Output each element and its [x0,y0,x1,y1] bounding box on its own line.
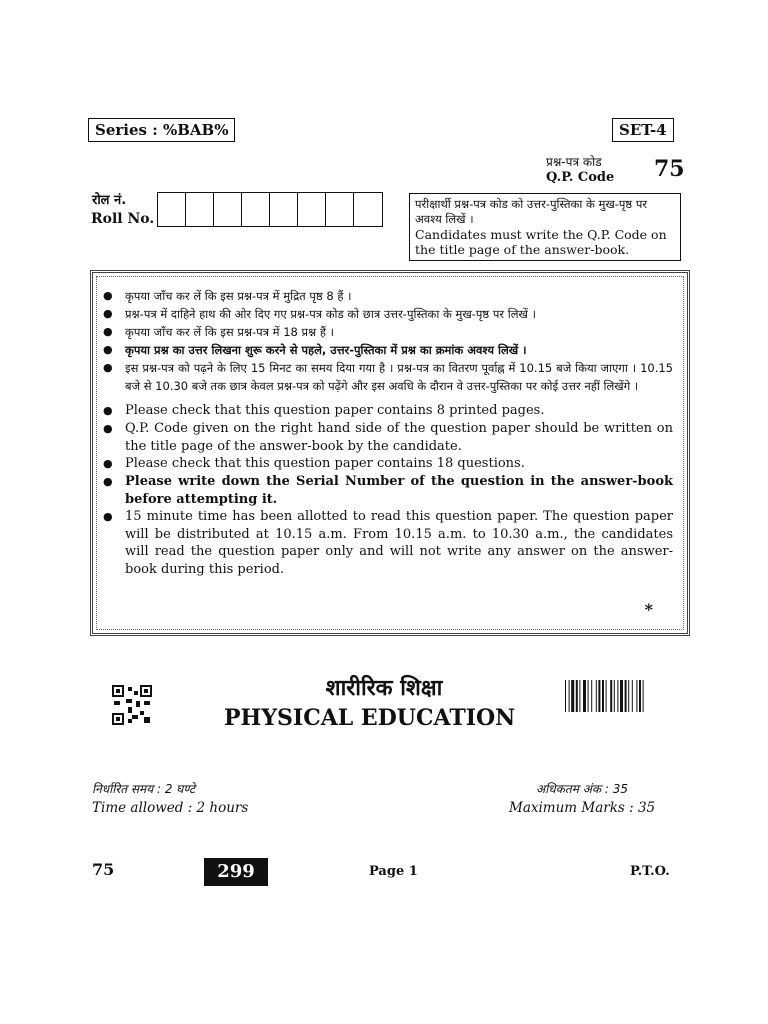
roll-cell[interactable] [214,193,242,226]
bullet-icon: ● [103,404,113,417]
bullet-icon: ● [103,422,113,435]
list-item: ● Please write down the Serial Number of the question in the answer-book before attempting it. [103,474,673,507]
instructions-box [90,270,690,636]
list-item: ● Please check that this question paper contains 18 questions. [103,456,525,471]
note-hindi: परीक्षार्थी प्रश्न-पत्र कोड को उत्तर-पुस्तिका के मुख-पृष्ठ पर अवश्य लिखें । [415,197,648,226]
bullet-icon: ● [103,325,113,338]
roll-cell[interactable] [354,193,382,226]
instructions-hindi-list [103,287,673,395]
maximum-marks-hindi: अधिकतम अंक : 35 [536,782,629,796]
bullet-icon: ● [103,361,113,374]
note-english: Candidates must write the Q.P. Code on the title page of the answer-book. [415,227,667,257]
maximum-marks: Maximum Marks : 35 [509,800,656,816]
barcode-icon [565,680,677,712]
time-allowed: Time allowed : 2 hours [92,800,249,816]
qp-code-value: 75 [654,156,685,182]
footer-box-number: 299 [204,858,268,886]
pto-label: P.T.O. [630,864,670,879]
list-item: ● कृपया जाँच कर लें कि इस प्रश्न-पत्र में 18 प्रश्न हैं । [103,325,334,339]
qp-code-note [409,193,681,261]
set-box: SET-4 [612,118,674,142]
series-box: Series : %BAB% [88,118,235,142]
roll-cell[interactable] [326,193,354,226]
bullet-icon: ● [103,510,113,523]
qp-code-label: Q.P. Code [546,170,615,185]
bullet-icon: ● [103,307,113,320]
bullet-icon: ● [103,475,113,488]
list-item: ● कृपया जाँच कर लें कि इस प्रश्न-पत्र में मुद्रित पृष्ठ 8 हैं । [103,289,352,303]
bullet-icon: ● [103,289,113,302]
roll-cell[interactable] [270,193,298,226]
qp-code-label-hindi: प्रश्न-पत्र कोड [546,155,602,169]
roll-label: Roll No. [91,211,155,227]
list-item: ● कृपया प्रश्न का उत्तर लिखना शुरू करने से पहले, उत्तर-पुस्तिका में प्रश्न का क्रमांक अवश्य लिखें । [103,343,527,357]
list-item: ● इस प्रश्न-पत्र को पढ़ने के लिए 15 मिनट का समय दिया गया है । प्रश्न-पत्र का वितरण पूर्वाह्न में 10.15 बजे किया जाएगा । 10.15 बजे से 10.30 बजे तक छात्र केवल प्रश्न-पत्र को पढ़ेंगे और इस अवधि के दौरान वे उत्तर-पुस्तिका पर कोई उत्तर नहीं लिखेंगे । [103,361,673,393]
bullet-icon: ● [103,343,113,356]
page-number: Page 1 [369,864,418,879]
list-item: ● प्रश्न-पत्र में दाहिने हाथ की ओर दिए गए प्रश्न-पत्र कोड को छात्र उत्तर-पुस्तिका के मुख-पृष्ठ पर लिखें । [103,307,536,321]
time-allowed-hindi: निर्धारित समय : 2 घण्टे [92,782,196,796]
roll-cell[interactable] [298,193,326,226]
star-mark: * [644,600,653,619]
roll-cell[interactable] [242,193,270,226]
subject-title: PHYSICAL EDUCATION [224,705,516,731]
roll-label-hindi: रोल नं. [92,193,127,208]
bullet-icon: ● [103,457,113,470]
roll-cell[interactable] [186,193,214,226]
roll-number-grid[interactable] [157,192,383,227]
list-item: ● 15 minute time has been allotted to read this question paper. The question paper will be distributed at 10.15 a.m. From 10.15 a.m. to 10.30 a.m., the candidates will read the question paper only and will not write any answer on the answer-book during this period. [103,509,673,577]
list-item: ● Please check that this question paper contains 8 printed pages. [103,403,545,418]
subject-title-hindi: शारीरिक शिक्षा [325,676,443,701]
instructions-english-list [103,402,673,578]
list-item: ● Q.P. Code given on the right hand side of the question paper should be written on the title page of the answer-book by the candidate. [103,421,673,454]
roll-cell[interactable] [158,193,186,226]
footer-code: 75 [92,860,115,879]
